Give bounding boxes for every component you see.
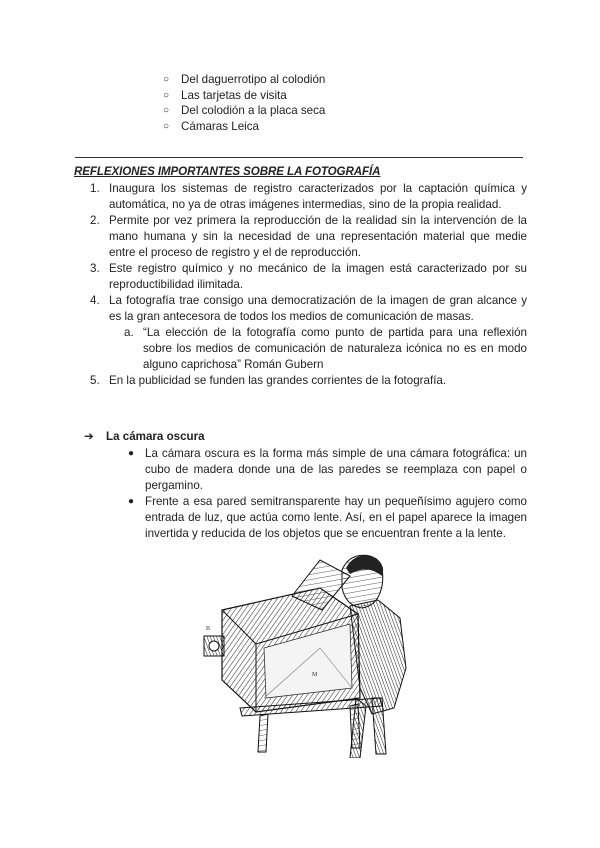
circle-bullet-icon: ○ — [163, 120, 170, 132]
numbered-item — [90, 293, 527, 325]
bullet-dot-icon: ● — [128, 496, 135, 507]
circle-bullet-icon: ○ — [163, 74, 170, 85]
section-heading: REFLEXIONES IMPORTANTES SOBRE LA FOTOGRAFÍA — [74, 165, 381, 178]
item-text: Inaugura los sistemas de registro caracterizados por la captación química y automática, no ya de otras imágenes intermedias, sino de la propia realidad. — [109, 182, 527, 211]
numbered-item — [90, 261, 527, 293]
item-text: Permite por vez primera la reproducción de la realidad sin la intervención de la mano humana y sin la necesidad de una representación material que medie entre el proceso de registro y el de reproducción. — [109, 214, 527, 259]
list-item: ● La cámara oscura es la forma más simple de una cámara fotográfica: un cubo de madera donde una de las paredes se reemplaza con papel o pergamino. — [128, 447, 527, 492]
sub-item-marker: a. — [124, 326, 134, 339]
bullet-dot-icon: ● — [128, 448, 135, 459]
item-text: La fotografía trae consigo una democratización de la imagen de gran alcance y es la gran antecesora de todos los medios de comunicación de masas. — [109, 294, 527, 323]
circle-bullet-list — [163, 72, 325, 134]
item-number: 2. — [90, 214, 100, 227]
item-number: 4. — [90, 294, 100, 307]
quote-text: “La elección de la fotografía como punto de partida para una reflexión sobre los medios de comunicación de naturaleza icónica no es en modo alguno caprichosa” Román Gubern — [143, 326, 527, 371]
list-item: ○ Las tarjetas de visita — [163, 88, 287, 102]
list-item: ○ Del daguerrotipo al colodión — [163, 73, 326, 86]
horizontal-rule — [75, 157, 523, 158]
item-text: En la publicidad se funden las grandes corrientes de la fotografía. — [109, 374, 447, 387]
quote-sub-item — [90, 325, 527, 373]
circle-bullet-icon: ○ — [163, 89, 170, 101]
arrow-right-icon: ➔ — [84, 430, 94, 443]
item-number: 1. — [90, 182, 100, 195]
bullet-list — [126, 446, 527, 542]
list-item: ○ Cámaras Leica — [163, 119, 259, 133]
numbered-item — [90, 181, 527, 213]
camera-obscura-illustration — [200, 548, 418, 758]
circle-bullet-icon: ○ — [163, 105, 170, 116]
list-item: ○ Del colodión a la placa seca — [163, 104, 326, 117]
subsection-title: ➔ La cámara oscura — [84, 430, 205, 443]
label-m: M — [312, 672, 318, 678]
numbered-item — [90, 373, 527, 389]
list-item: ● Frente a esa pared semitransparente hay un pequeñísimo agujero como entrada de luz, que actúa como lente. Así, en el papel aparece la imagen invertida y reducida de los objetos que se encuentran frente a la lente. — [128, 495, 527, 540]
numbered-item — [90, 213, 527, 261]
numbered-list — [90, 181, 527, 389]
item-number: 5. — [90, 374, 100, 387]
item-text: Este registro químico y no mecánico de la imagen está caracterizado por su reproductibilidad ilimitada. — [109, 262, 527, 291]
item-number: 3. — [90, 262, 100, 275]
label-b: B — [206, 626, 211, 632]
